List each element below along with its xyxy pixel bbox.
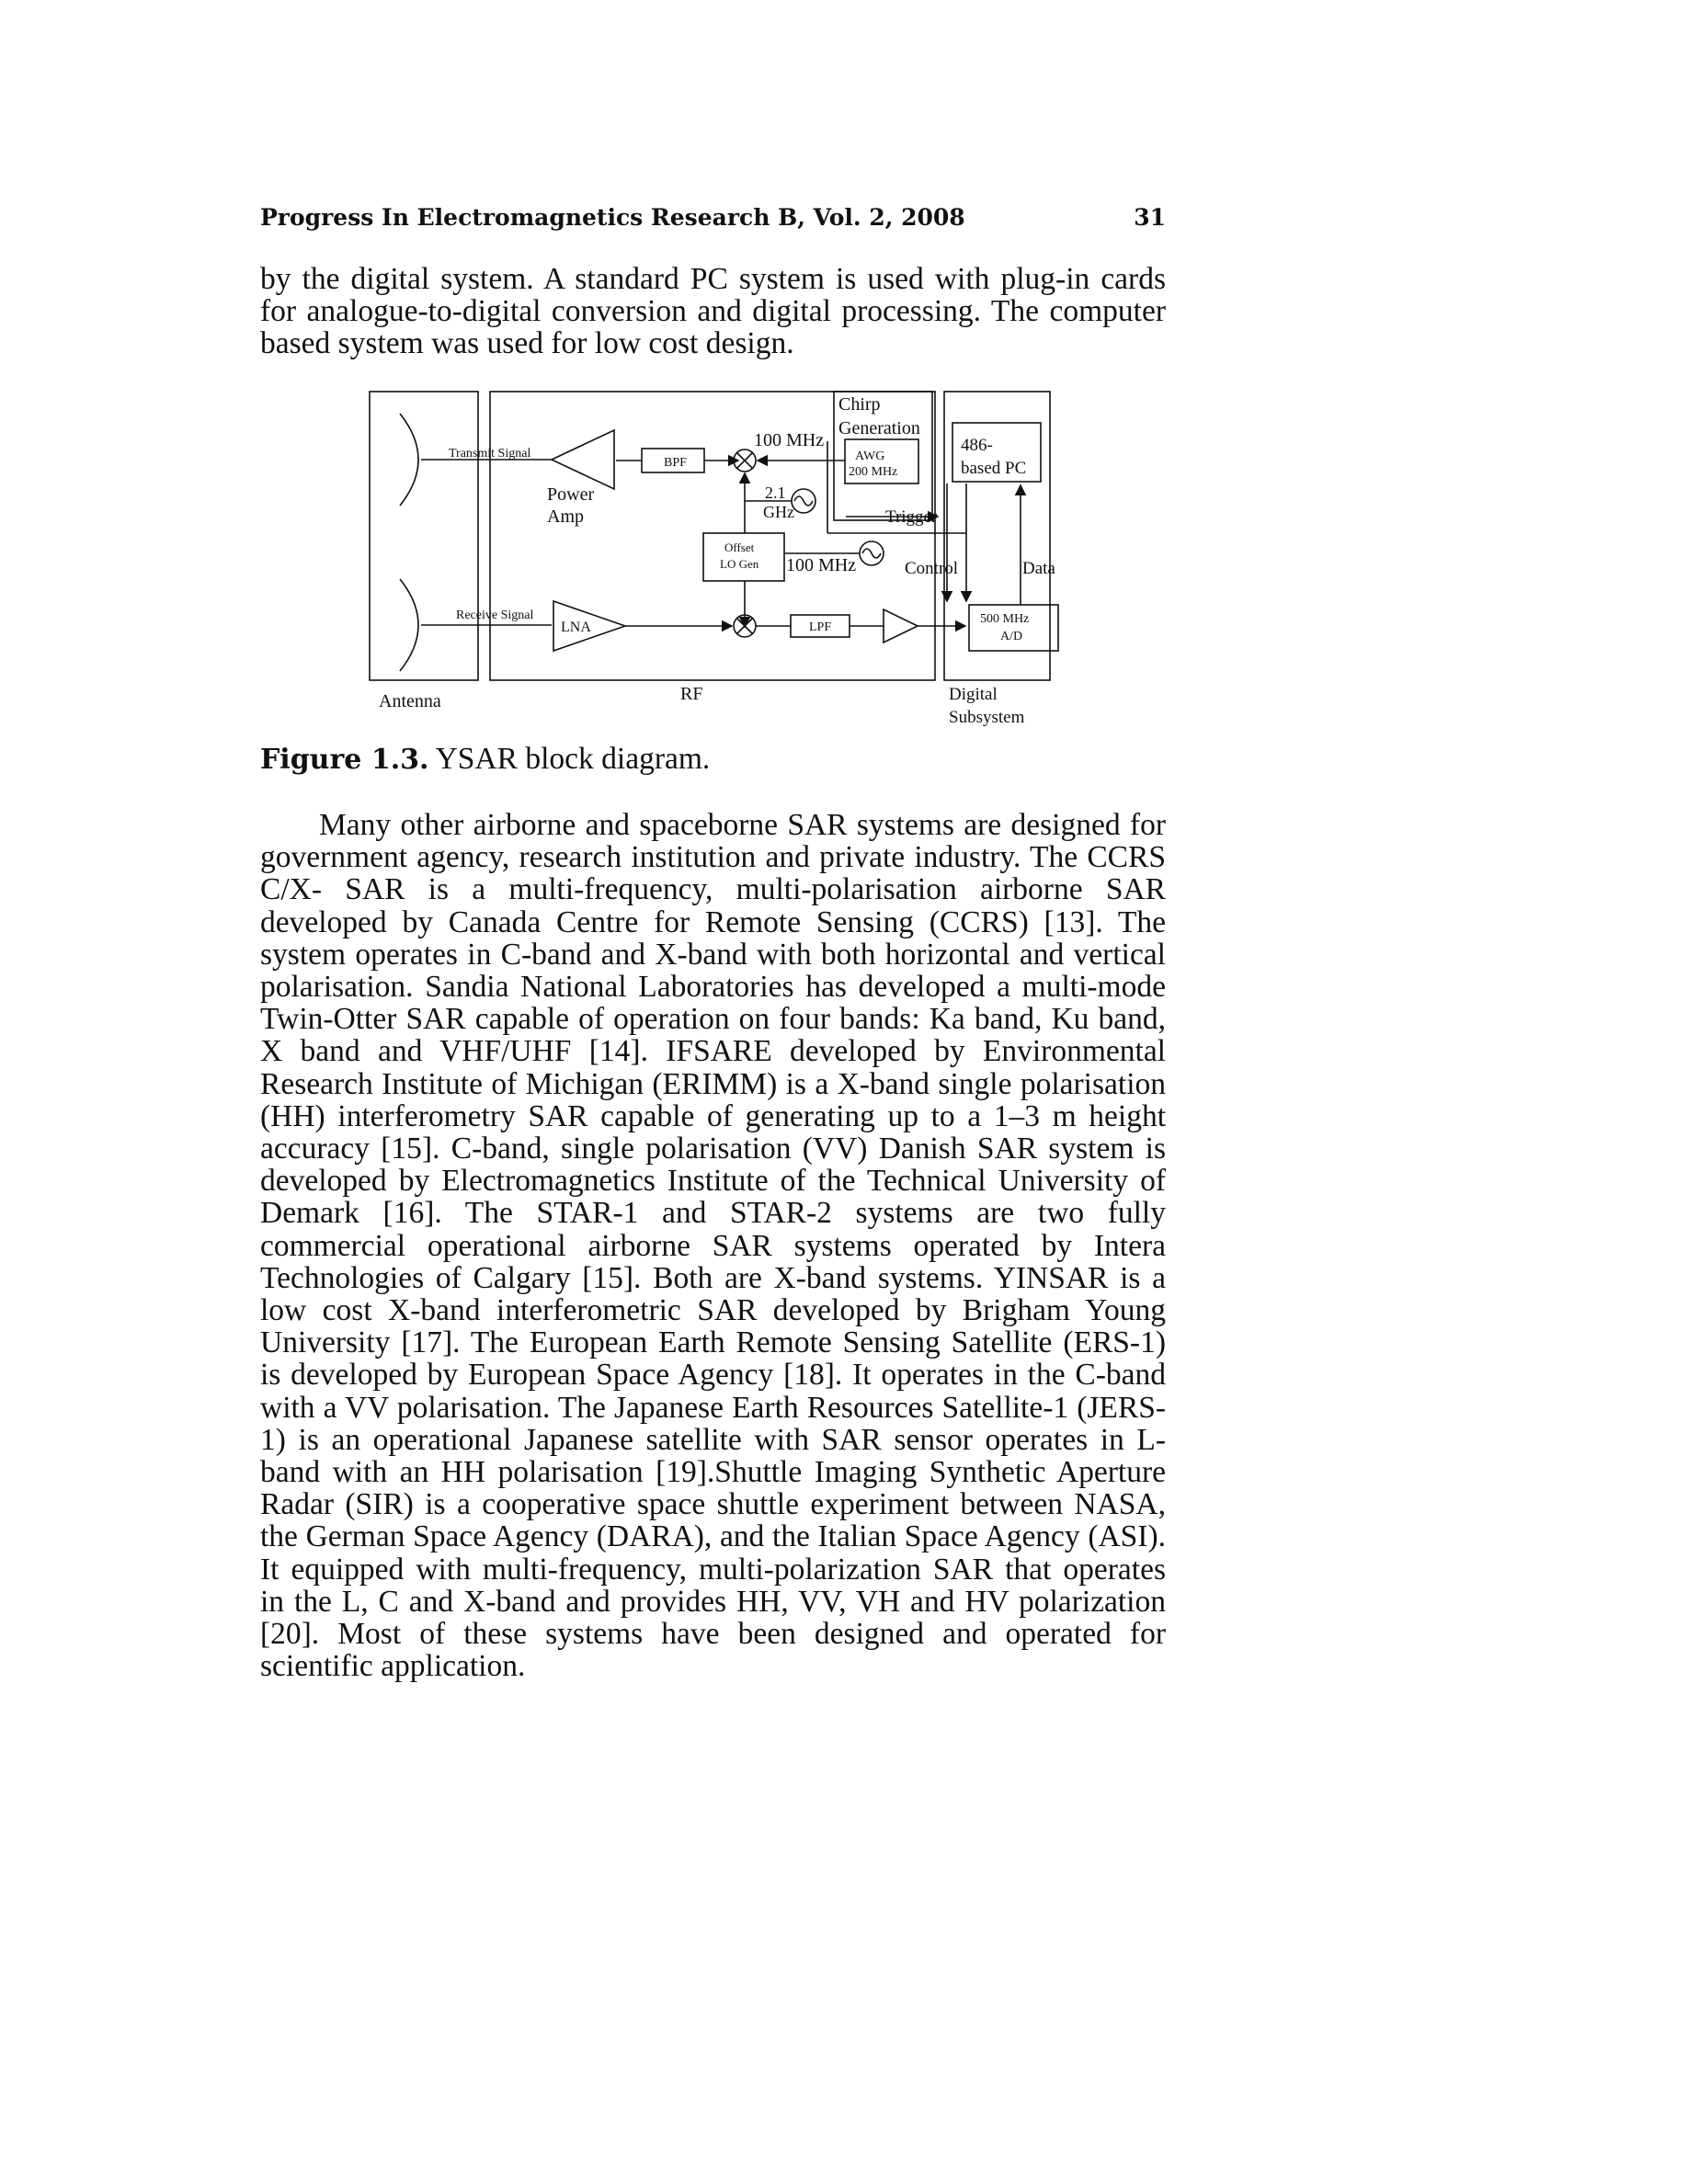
antenna-block <box>370 392 478 680</box>
label-ad-2: A/D <box>1000 630 1023 643</box>
label-receive: Receive Signal <box>456 609 534 622</box>
label-lpf: LPF <box>809 620 832 634</box>
label-amp: Amp <box>547 506 584 527</box>
label-ghz-1: 2.1 <box>765 483 786 502</box>
label-power: Power <box>547 484 595 505</box>
label-awg-1: AWG <box>855 449 885 463</box>
label-pc-1: 486- <box>961 436 993 455</box>
power-amp-icon <box>552 430 614 489</box>
page-number: 31 <box>1134 204 1166 231</box>
label-rf: RF <box>680 684 703 704</box>
figure-caption-text: YSAR block diagram. <box>435 742 711 776</box>
label-trigger: Trigger <box>885 507 938 527</box>
label-transmit: Transmit Signal <box>449 447 531 461</box>
label-pc-2: based PC <box>961 459 1027 478</box>
label-digital-2: Subsystem <box>949 708 1025 727</box>
label-lna: LNA <box>561 620 591 635</box>
label-100mhz-a: 100 MHz <box>754 430 825 450</box>
figure-caption-label: Figure 1.3. <box>260 744 429 776</box>
receive-amp-icon <box>884 609 918 643</box>
label-chirp: Chirp <box>838 394 881 415</box>
label-awg-2: 200 MHz <box>849 465 898 479</box>
label-ghz-2: GHz <box>763 503 794 521</box>
label-generation: Generation <box>838 418 920 438</box>
running-header <box>260 204 1166 241</box>
label-digital-1: Digital <box>949 685 998 704</box>
journal-title: Progress In Electromagnetics Research B, Vol. 2, 2008 <box>260 204 965 231</box>
paragraph-intro: by the digital system. A standard PC system is used with plug-in cards for analogue-to-digital conversion and digital processing. The computer based system was used for low cost design. <box>260 262 1166 361</box>
receive-antenna <box>400 579 418 671</box>
label-antenna: Antenna <box>379 691 441 711</box>
label-bpf: BPF <box>664 456 687 470</box>
label-ad-1: 500 MHz <box>980 612 1030 626</box>
block-diagram-svg <box>368 386 1076 735</box>
ysar-block-diagram <box>368 386 1076 735</box>
label-data: Data <box>1022 559 1055 578</box>
label-100mhz-b: 100 MHz <box>786 555 857 575</box>
transmit-antenna <box>400 414 418 506</box>
label-offset-2: LO Gen <box>720 557 759 571</box>
paragraph-sar-systems: Many other airborne and spaceborne SAR systems are designed for government agency, research institution and private industry. The CCRS C/X- SAR is a multi-frequency, multi-polarisation airborne SAR developed by Canada Centre for Remote Sensing (CCRS) [13]. The system operates in C-band and X-band with both horizontal and vertical polarisation. Sandia National Laboratories has developed a multi-mode Twin-Otter SAR capable of operation on four bands: Ka band, Ku band, X band and VHF/UHF [14]. IFSARE developed by Environmental Research Institute of Michigan (ERIMM) is a X-band single polarisation (HH) interferometry SAR capable of generating up to a 1–3 m height accuracy [15]. C-band, single polarisation (VV) Danish SAR system is developed by Electromagnetics Institute of the Technical University of Demark [16]. The STAR-1 and STAR-2 systems are two fully commercial operational airborne SAR systems operated by Intera Technologies of Calgary [15]. Both are X-band systems. YINSAR is a low cost X-band interferometric SAR developed by Brigham Young University [17]. The European Earth Remote Sensing Satellite (ERS-1) is developed by European Space Agency [18]. It operates in the C-band with a VV polarisation. The Japanese Earth Resources Satellite-1 (JERS-1) is an operational Japanese satellite with SAR sensor operates in L-band with an HH polarisation [19].Shuttle Imaging Synthetic Aperture Radar (SIR) is a cooperative space shuttle experiment between NASA, the German Space Agency (DARA), and the Italian Space Agency (ASI). It equipped with multi-frequency, multi-polarization SAR that operates in the L, C and X-band and provides HH, VV, VH and HV polarization [20]. Most of these systems have been designed and operated for scientific application. <box>260 808 1166 1684</box>
figure-caption <box>260 742 710 777</box>
label-offset-1: Offset <box>724 540 755 554</box>
label-control: Control <box>905 559 959 578</box>
